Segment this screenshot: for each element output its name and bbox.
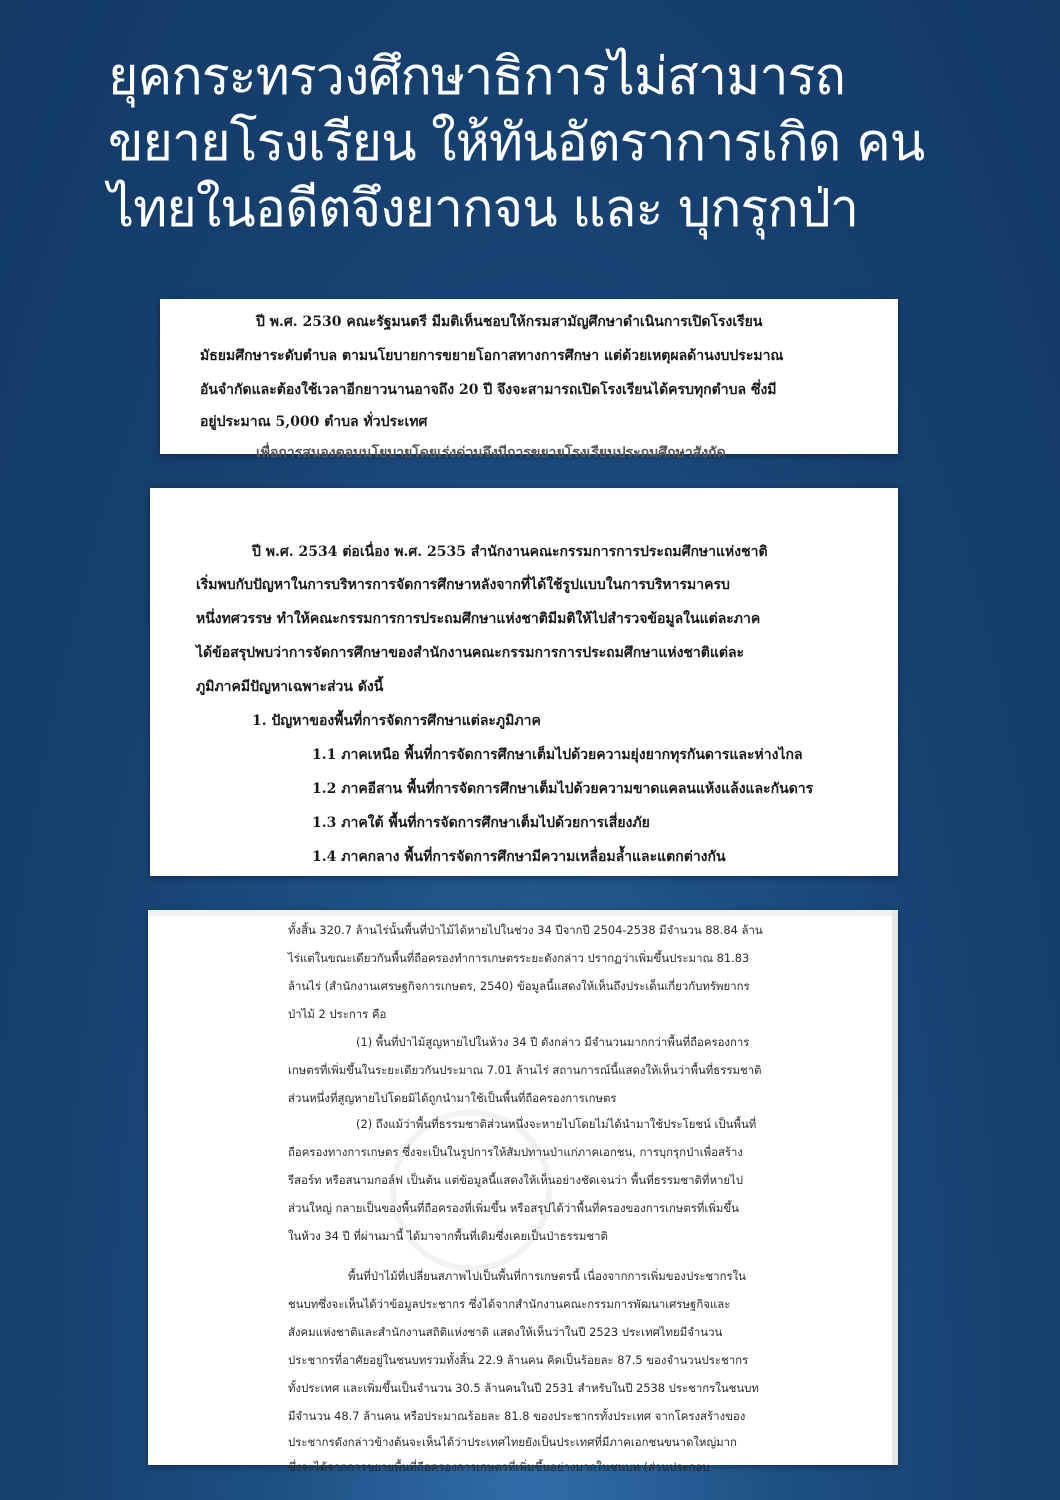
headline-line-2: ขยายโรงเรียน ให้ทันอัตราการเกิด คน (108, 113, 925, 173)
doc1-line-1: ปี พ.ศ. 2530 คณะรัฐมนตรี มีมติเห็นชอบให้กรมสามัญศึกษาดำเนินการเปิดโรงเรียน (256, 314, 763, 330)
scan-right-edge (892, 910, 898, 1465)
doc3-line-1: ทั้งสิ้น 320.7 ล้านไร่นั้นพื้นที่ป่าไม้ได้หายไปในช่วง 34 ปีจากปี 2504-2538 มีจำนวน 88.84 ล้าน (288, 923, 763, 937)
doc3-line-16: ประชากรที่อาศัยอยู่ในชนบทรวมทั้งสิ้น 22.9 ล้านคน คิดเป็นร้อยละ 87.5 ของจำนวนประชากร (288, 1353, 749, 1367)
doc3-line-19: ประชากรดังกล่าวข้างต้นจะเห็นได้ว่าประเทศไทยยังเป็นประเทศที่มีภาคเอกชนขนาดใหญ่มาก (288, 1435, 737, 1449)
doc3-line-13: พื้นที่ป่าไม้ที่เปลี่ยนสภาพไปเป็นพื้นที่การเกษตรนี้ เนื่องจากการเพิ่มของประชากรใน (348, 1269, 746, 1283)
doc2-item-4: 1.4 ภาคกลาง พื้นที่การจัดการศึกษามีความเหลื่อมล้ำและแตกต่างกัน (312, 849, 726, 865)
doc1-line-3: อันจำกัดและต้องใช้เวลาอีกยาวนานอาจถึง 20 ปี จึงจะสามารถเปิดโรงเรียนได้ครบทุกตำบล ซึ่งมี (200, 382, 777, 398)
doc2-line-2: เริ่มพบกับปัญหาในการบริหารการจัดการศึกษาหลังจากที่ได้ใช้รูปแบบในการบริหารมาครบ (196, 577, 730, 593)
doc3-line-15: สังคมแห่งชาติและสำนักงานสถิติแห่งชาติ แสดงให้เห็นว่าในปี 2523 ประเทศไทยมีจำนวน (288, 1325, 723, 1339)
doc2-item-3: 1.3 ภาคใต้ พื้นที่การจัดการศึกษาเต็มไปด้วยการเสี่ยงภัย (312, 815, 650, 831)
doc3-line-2: ไร่แต่ในขณะเดียวกันพื้นที่ถือครองทำการเกษตรระยะดังกล่าว ปรากฏว่าเพิ่มขึ้นประมาณ 81.83 (288, 951, 750, 965)
doc3-line-3: ล้านไร่ (สำนักงานเศรษฐกิจการเกษตร, 2540) ข้อมูลนี้แสดงให้เห็นถึงประเด็นเกี่ยวกับทรัพยากร (288, 979, 750, 993)
scan-top-edge (148, 910, 898, 916)
doc3-line-9: ถือครองทางการเกษตร ซึ่งจะเป็นในรูปการให้สัมปทานป่าแก่ภาคเอกชน, การบุกรุกป่าเพื่อสร้าง (288, 1145, 743, 1159)
doc2-line-3: หนึ่งทศวรรษ ทำให้คณะกรรมการการประถมศึกษาแห่งชาติมีมติให้ไปสำรวจข้อมูลในแต่ละภาค (196, 611, 761, 627)
doc3-line-6: เกษตรที่เพิ่มขึ้นในระยะเดียวกันประมาณ 7.01 ล้านไร่ สถานการณ์นี้แสดงให้เห็นว่าพื้นที่ธรรมชาติ (288, 1063, 762, 1077)
doc2-item-2: 1.2 ภาคอีสาน พื้นที่การจัดการศึกษาเต็มไปด้วยความขาดแคลนแห้งแล้งและกันดาร (312, 781, 814, 797)
doc1-line-2: มัธยมศึกษาระดับตำบล ตามนโยบายการขยายโอกาสทางการศึกษา แต่ด้วยเหตุผลด้านงบประมาณ (200, 348, 784, 364)
headline (108, 44, 1028, 242)
doc3-line-8: (2) ถึงแม้ว่าพื้นที่ธรรมชาติส่วนหนึ่งจะหายไปโดยไม่ได้นำมาใช้ประโยชน์ เป็นพื้นที่ (356, 1117, 757, 1131)
doc3-line-18: มีจำนวน 48.7 ล้านคน หรือประมาณร้อยละ 81.8 ของประชากรทั้งประเทศ จากโครงสร้างของ (288, 1409, 746, 1423)
doc2-line-4: ได้ข้อสรุปพบว่าการจัดการศึกษาของสำนักงานคณะกรรมการการประถมศึกษาแห่งชาติแต่ละ (196, 645, 745, 661)
doc2-line-5: ภูมิภาคมีปัญหาเฉพาะส่วน ดังนี้ (196, 679, 384, 695)
doc3-line-10: รีสอร์ท หรือสนามกอล์ฟ เป็นต้น แต่ข้อมูลนี้แสดงให้เห็นอย่างชัดเจนว่า พื้นที่ธรรมชาติที่หายไป (288, 1173, 743, 1187)
document-clip-forest (148, 910, 898, 1474)
document-clip-1987 (160, 299, 898, 461)
doc2-item-1: 1.1 ภาคเหนือ พื้นที่การจัดการศึกษาเต็มไปด้วยความยุ่งยากทุรกันดารและห่างไกล (312, 747, 803, 763)
doc3-line-20-cut: ซึ่งจะได้จากการขยายพื้นที่ถือครองการเกษตรที่เพิ่มขึ้นอย่างมากในชนบท (ส่วนประกอบ (288, 1460, 710, 1474)
doc3-line-11: ส่วนใหญ่ กลายเป็นของพื้นที่ถือครองที่เพิ่มขึ้น หรือสรุปได้ว่าพื้นที่ครองของการเกษตรที่เพิ่มขึ้น (288, 1201, 739, 1215)
doc3-line-14: ชนบทซึ่งจะเห็นได้ว่าข้อมูลประชากร ซึ่งได้จากสำนักงานคณะกรรมการพัฒนาเศรษฐกิจและ (288, 1297, 731, 1311)
doc1-line-4: อยู่ประมาณ 5,000 ตำบล ทั่วประเทศ (200, 414, 428, 430)
doc3-line-5: (1) พื้นที่ป่าไม้สูญหายไปในห้วง 34 ปี ดังกล่าว มีจำนวนมากกว่าพื้นที่ถือครองการ (356, 1035, 750, 1049)
doc2-line-1: ปี พ.ศ. 2534 ต่อเนื่อง พ.ศ. 2535 สำนักงานคณะกรรมการการประถมศึกษาแห่งชาติ (252, 544, 768, 560)
doc3-line-17: ทั้งประเทศ และเพิ่มขึ้นเป็นจำนวน 30.5 ล้านคนในปี 2531 สำหรับในปี 2538 ประชากรในชนบท (288, 1381, 759, 1395)
document-clip-1991 (150, 488, 898, 876)
doc3-line-4: ป่าไม้ 2 ประการ คือ (288, 1007, 387, 1021)
doc3-line-7: ส่วนหนึ่งที่สูญหายไปโดยมิได้ถูกนำมาใช้เป็นพื้นที่ถือครองการเกษตร (288, 1091, 617, 1105)
doc2-section-heading: 1. ปัญหาของพื้นที่การจัดการศึกษาแต่ละภูมิภาค (252, 713, 541, 729)
headline-line-3: ไทยในอดีตจึงยากจน และ บุกรุกป่า (108, 179, 859, 239)
doc3-line-12: ในห้วง 34 ปี ที่ผ่านมานี้ ได้มาจากพื้นที่เดิมซึ่งเคยเป็นป่าธรรมชาติ (288, 1229, 608, 1243)
headline-line-1: ยุคกระทรวงศึกษาธิการไม่สามารถ (108, 47, 845, 107)
doc1-line-5-cut: เพื่อการสนองตอบนโยบายโดยเร่งด่วนจึงมีการขยายโรงเรียนประถมศึกษาสังกัด (256, 445, 726, 461)
